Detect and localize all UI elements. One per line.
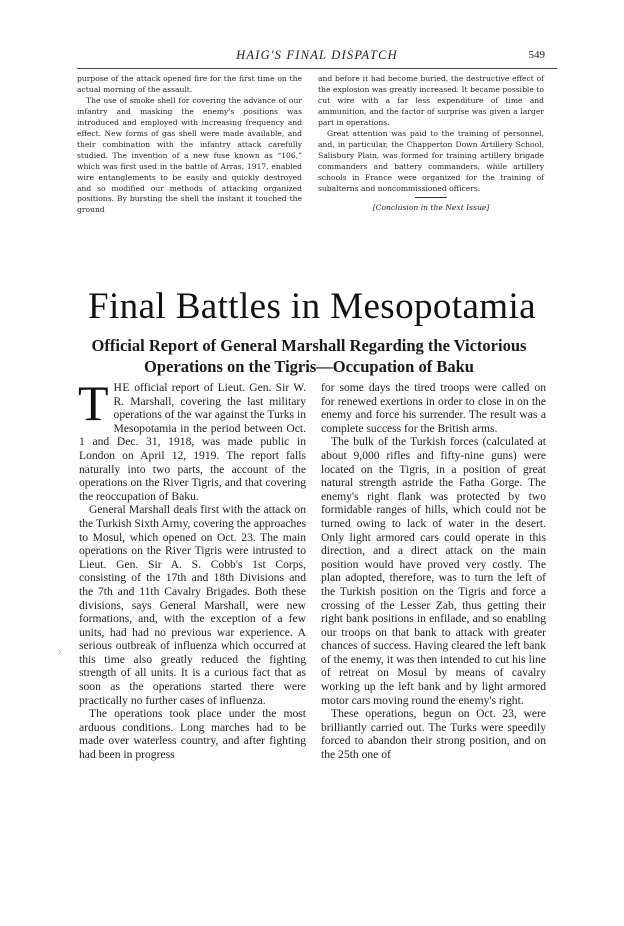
paragraph: purpose of the attack opened fire for the first time on the actual morning of the assault.	[77, 74, 302, 94]
drop-cap: T	[78, 375, 109, 431]
paragraph: These operations, begun on Oct. 23, were brilliantly carried out. The Turks were speedily forced to abandon their strong position, and on the 25th one of	[321, 707, 546, 762]
scan-artifact-mark	[57, 648, 63, 656]
paragraph: and before it had become buried, the destructive effect of the explosion was greatly increased. It became possible to cut wire with a far less expenditure of time and ammunition, and the factor of surprise was given a larger part in operations.	[318, 74, 544, 127]
header-rule	[77, 68, 557, 69]
continuation-note: [Conclusion in the Next Issue]	[372, 203, 490, 213]
paragraph: Great attention was paid to the training of personnel, and, in particular, the Chapperton Down Artillery School, Salisbury Plain, was formed for training artillery brigade commanders and battery commanders, while artillery schools in France were organized for the training of subalterns and noncommissioned officers.	[318, 128, 544, 193]
article-subtitle: Official Report of General Marshall Regarding the Victorious Operations on the Tigris—Occupation of Baku	[91, 336, 527, 376]
previous-article-left-column	[77, 74, 302, 216]
running-title: HAIG'S FINAL DISPATCH	[236, 48, 398, 62]
article-right-column	[321, 381, 546, 762]
article-title: Final Battles in Mesopotamia	[88, 286, 536, 327]
paragraph: for some days the tired troops were called on for renewed exertions in order to close in on the enemy and force his surrender. The result was a complete success for the British arms.	[321, 381, 546, 435]
section-divider	[415, 197, 447, 198]
running-head	[77, 47, 557, 63]
previous-article-right-column	[318, 74, 544, 214]
paragraph: The use of smoke shell for covering the advance of our infantry and masking the enemy's positions was introduced and employed with increasing frequency and effect. New forms of gas shell were made available, and their combination with the infantry attack carefully studied. The invention of a new fuse known as “106,” which was first used in the battle of Arras, 1917, enabled wire entanglements to be easily and quickly destroyed and so modified our methods of attacking organized positions. By bursting the shell the instant it touched the ground	[77, 95, 302, 215]
paragraph: The bulk of the Turkish forces (calculated at about 9,000 rifles and fifty-nine guns) were located on the Tigris, in a position of great natural strength astride the Fatha Gorge. The enemy's right flank was protected by two formidable ranges of hills, which could not be turned owing to lack of water in the desert. Only light armored cars could operate in this direction, and a direct attack on the main position would have proved very costly. The plan adopted, therefore, was to turn the left of the Turkish position on the Tigris and force a crossing of the Lesser Zab, thus getting their right bank positions in enfilade, and so enabling our troops on that bank to attack with greater chances of success. Having cleared the left bank of the enemy, it was then intended to cut his line of retreat on Mosul by means of cavalry working up the left bank and by light armored motor cars moving round the enemy's right.	[321, 435, 546, 707]
article-left-column	[78, 375, 306, 762]
paragraph: General Marshall deals first with the attack on the Turkish Sixth Army, covering the approaches to Mosul, which opened on Oct. 23. The main operations on the River Tigris were intrusted to Lieut. Gen. Sir A. S. Cobb's 1st Corps, consisting of the 17th and 18th Divisions and the 7th and 11th Cavalry Brigades. Both these divisions, says General Marshall, were new formations, and, with the exception of a few units, had had no previous war experience. A serious outbreak of influenza which occurred at this time also greatly reduced the fighting strength of all units. It is a curious fact that as soon as the operations started there were practically no further cases of influenza.	[79, 503, 306, 707]
lead-paragraph	[78, 375, 306, 503]
page-number: 549	[528, 49, 545, 61]
lead-text: official report of Lieut. Gen. Sir W. R. Marshall, covering the last military operations of the war against the Turks in Mesopotamia in the period between Oct. 1 and Dec. 31, 1918, was made public in London on April 12, 1919. The report falls naturally into two parts, the account of the operations on the River Tigris, and that covering the reoccupation of Baku.	[79, 381, 306, 503]
paragraph: The operations took place under the most arduous conditions. Long marches had to be made over waterless country, and after fighting had been in progress	[79, 707, 306, 762]
lead-caps: HE	[113, 381, 131, 394]
